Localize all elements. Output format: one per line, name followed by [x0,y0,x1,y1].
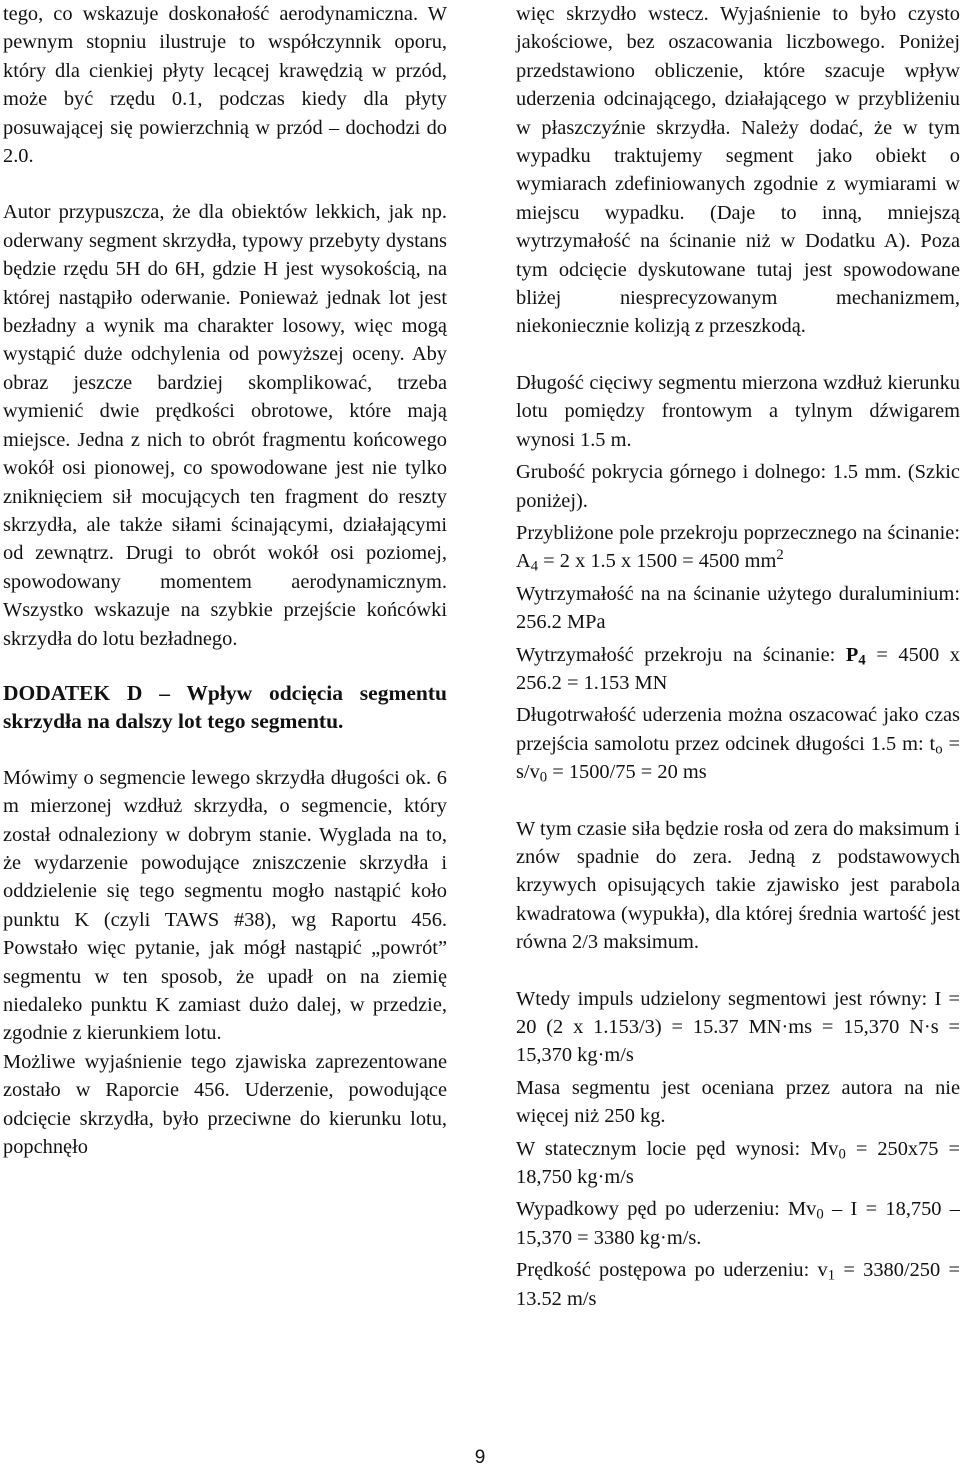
paragraph: Grubość pokrycia górnego i dolnego: 1.5 mm. (Szkic poniżej). [516,461,960,512]
paragraph: Możliwe wyjaśnienie tego zjawiska zaprezentowane zostało w Raporcie 456. Uderzenie, powodujące odcięcie skrzydła, było przeciwne do kierunku lotu, popchnęło [3,1050,447,1159]
appendix-heading: DODATEK D – Wpływ odcięcia segmentu skrzydła na dalszy lot tego segmentu. [3,680,447,734]
paragraph-impulse: Wtedy impuls udzielony segmentowi jest równy: I = 20 (2 x 1.153/3) = 15.37 MN·ms = 15,370 N·s = 15,370 kg·m/s [516,987,960,1067]
paragraph: tego, co wskazuje doskonałość aerodynamiczna. W pewnym stopniu ilustruje to współczynnik oporu, który dla cienkiej płyty lecącej krawędzią w przód, może być rzędu 0.1, podczas kiedy dla płyty posuwającej się powierzchnią w przód – dochodzi do 2.0. [3,3,447,168]
paragraph: Wytrzymałość na na ścinanie użytego duraluminium: 256.2 MPa [516,582,960,634]
paragraph-impact-duration: Długotrwałość uderzenia można oszacować jako czas przejścia samolotu przez odcinek długości 1.5 m: $t_o = s/v_0 = 1500/75 = 20$ ms [516,704,960,786]
paragraph: Długość cięciwy segmentu mierzona wzdłuż kierunku lotu pomiędzy frontowym a tylnym dźwigarem wynosi 1.5 m. [516,371,960,451]
paragraph: więc skrzydło wstecz. Wyjaśnienie to było czysto jakościowe, bez oszacowania liczbowego. Poniżej przedstawiono obliczenie, które szacuje wpływ uderzenia odcinającego, działającego w przybliżeniu w płaszczyźnie skrzydła. Należy dodać, że w tym wypadku traktujemy segment jako obiekt o wymiarach zdefiniowanych zgodnie z wymiarami w miejscu wypadku. (Daje to inną, mniejszą wytrzymałość na ścinanie niż w Dodatku A). Poza tym odcięcie dyskutowane tutaj jest spowodowane bliżej niesprecyzowanym mechanizmem, niekoniecznie kolizją z przeszkodą. [516,3,960,338]
paragraph: Autor przypuszcza, że dla obiektów lekkich, jak np. oderwany segment skrzydła, typowy przebyty dystans będzie rzędu 5H do 6H, gdzie H jest wysokością, na której nastąpiło oderwanie. Ponieważ jednak lot jest bezładny a wynik ma charakter losowy, więc mogą wystąpić duże odchylenia od powyższej oceny. Aby obraz jeszcze bardziej skomplikować, trzeba wymienić dwie prędkości obrotowe, które mają miejsce. Jedna z nich to obrót fragmentu końcowego wokół osi pionowej, co spowodowane jest nie tylko zniknięciem sił mocujących ten fragment do reszty skrzydła, ale także siłami ścinającymi, działającymi od zewnątrz. Drugi to obrót wokół osi poziomej, spowodowany momentem aerodynamicznym. Wszystko wskazuje na szybkie przejście końcówki skrzydła do lotu bezładnego. [3,201,447,650]
page-number: 9 [474,1447,486,1468]
paragraph: W tym czasie siła będzie rosła od zera do maksimum i znów spadnie do zera. Jedną z podstawowych krzywych opisujących takie zjawisko jest parabola kwadratowa (wypukła), dla której średnia wartość jest równa 2/3 maksimum. [516,817,960,954]
paragraph-momentum: W statecznym locie pęd wynosi: $Mv_0 = 250x75 = 18,750$ kg·m/s [516,1137,960,1189]
paragraph-shear-area: Przybliżone pole przekroju poprzecznego na ścinanie: $A_4 = 2$ x 1.5 x 1500 = 4500 $mm^2$ [516,521,960,575]
paragraph: Mówimy o segmencie lewego skrzydła długości ok. 6 m mierzonej wzdłuż skrzydła, o segmencie, który został odnaleziony w dobrym stanie. Wyglada na to, że wydarzenie powodujące zniszczenie skrzydła i oddzielenie się tego segmentu mogło nastąpić koło punktu K (czyli TAWS #38), wg Raportu 456. Powstało więc pytanie, jak mógł nastąpić „powrót” segmentu w ten sposob, że upadł on na ziemię niedaleko punktu K zamiast dużo dalej, w przedzie, zgodnie z kierunkiem lotu. [3,766,447,1045]
right-column [516,0,960,1313]
paragraph: Masa segmentu jest oceniana przez autora na nie więcej niż 250 kg. [516,1076,960,1128]
paragraph-shear-strength: Wytrzymałość przekroju na ścinanie: $P_4 = 4500$ x 256.2 = 1.153 MN [516,643,960,694]
paragraph-velocity: Prędkość postępowa po uderzeniu: $v_1 = 3380/250 = 13.52$ m/s [516,1259,960,1310]
paragraph-resultant-momentum: Wypadkowy pęd po uderzeniu: $Mv_0 - I = 18,750 - 15,370 = 3380$ kg·m/s. [516,1198,960,1249]
left-column [3,0,447,1161]
